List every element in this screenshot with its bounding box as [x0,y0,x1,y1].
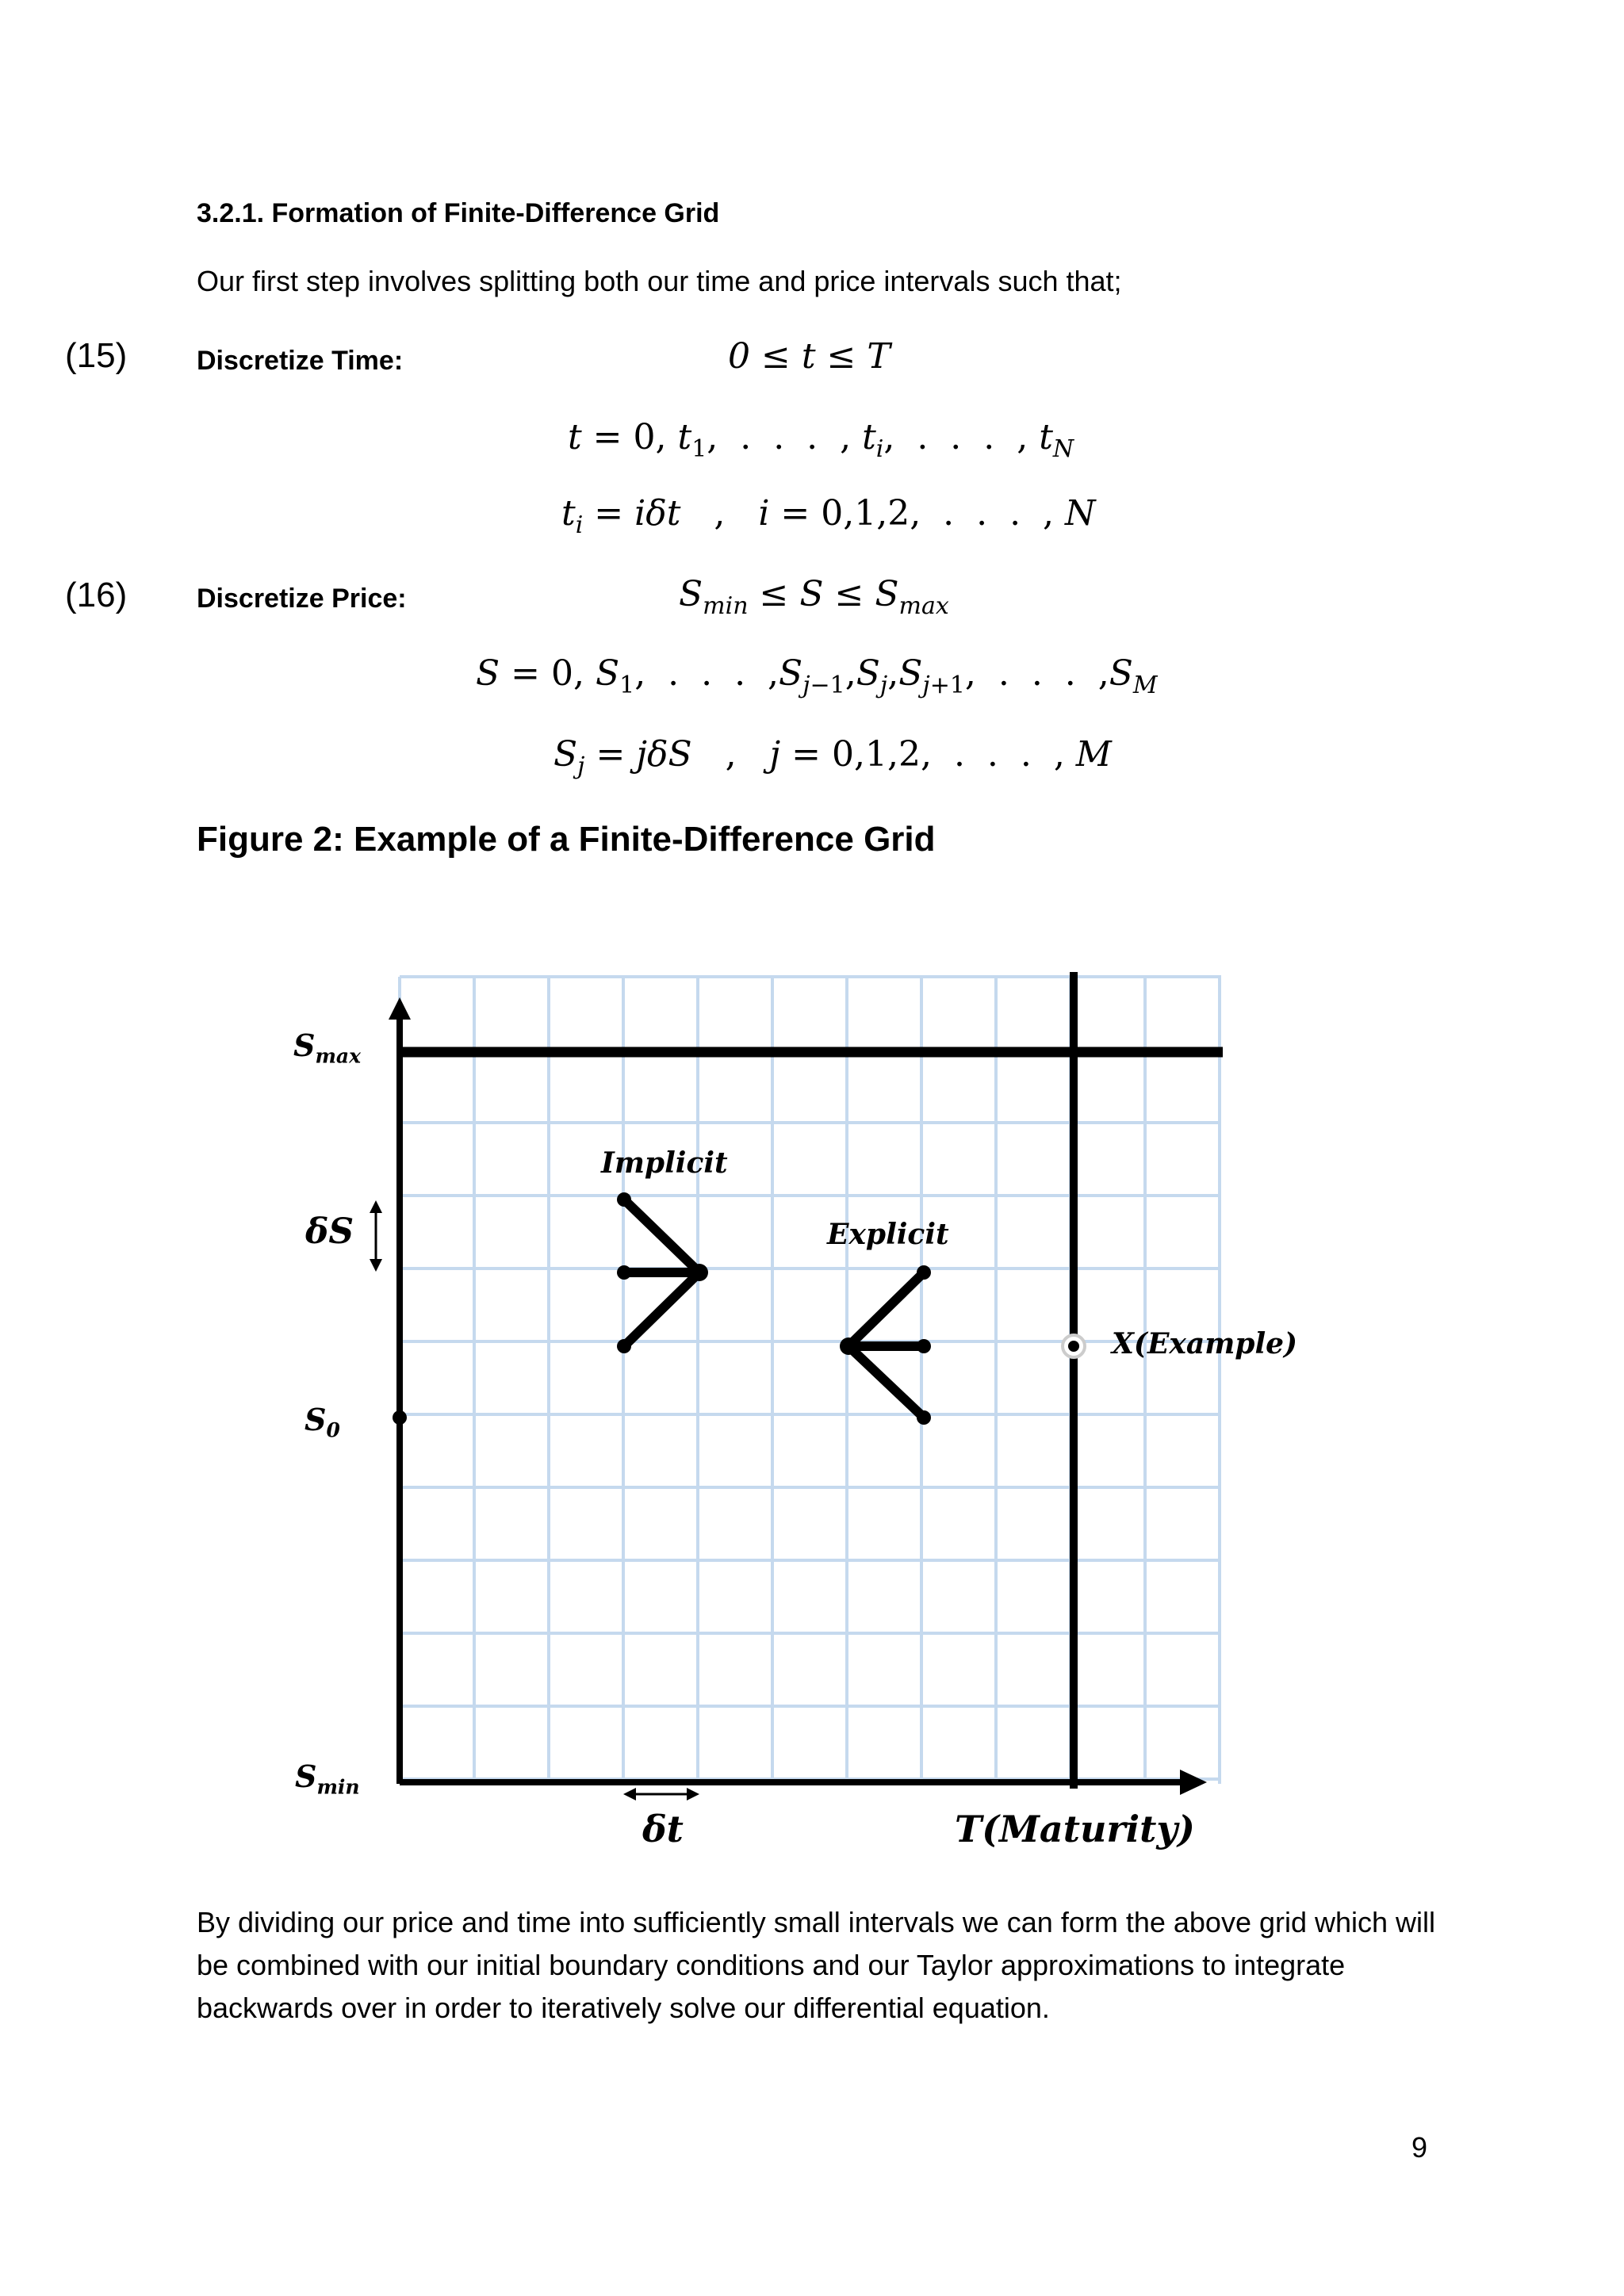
time-axis-arrowhead [1180,1770,1207,1795]
closing-paragraph: By dividing our price and time into sufficiently small intervals we can form the above grid which will be combined with our initial boundary conditions and our Taylor approximations to integrate backwards over in order to iteratively solve our differential equation. [197,1906,1436,2024]
implicit-label: Implicit [601,1146,728,1180]
implicit-stencil [624,1200,699,1346]
eq16-line1: $S_{min} \le S \le S_{max}$ [679,574,949,620]
example-point [1068,1341,1079,1352]
eq15-line2: t = 0, $t_1$, . . . , $t_i$, . . . , $t_N$ [568,417,1074,463]
equation-number-15: (15) [65,336,128,375]
delta-t-label: δt [642,1808,684,1850]
eq16-line3: $S_j = j\delta S$ , j = 0,1,2, . . . , M [553,734,1112,780]
grid-lines [400,977,1221,1784]
page-number: 9 [1411,2131,1428,2164]
s-min-label: $S_{min}$ [295,1758,360,1799]
delta-s-arrow [370,1200,382,1272]
price-axis-arrowhead [389,997,411,1020]
discretize-time-label: Discretize Time: [197,346,404,376]
section-heading: 3.2.1. Formation of Finite-Difference Grid [197,198,720,228]
maturity-label: T(Maturity) [955,1808,1195,1850]
eq15-line3: $t_i = i\delta t$ , i = 0,1,2, . . . , N [561,493,1096,539]
eq16-line2: S = 0, $S_1$, . . . $,S_{j-1},S_j,S_{j+1}$, . . . $,S_M$ [476,653,1158,699]
figure-title: Figure 2: Example of a Finite-Difference Grid [197,820,936,859]
equation-number-16: (16) [65,576,128,614]
delta-t-arrow [623,1788,699,1800]
explicit-label: Explicit [827,1218,949,1251]
eq15-line1: 0 ≤ t ≤ T [728,336,891,377]
delta-s-label: δS [305,1211,354,1252]
intro-text: Our first step involves splitting both our time and price intervals such that; [197,265,1122,297]
s-max-label: $S_{max}$ [293,1027,362,1068]
discretize-price-label: Discretize Price: [197,584,407,614]
explicit-stencil [848,1272,924,1418]
example-point-label: X(Example) [1112,1327,1298,1360]
s0-point [393,1410,407,1425]
s-zero-label: $S_0$ [304,1402,340,1442]
